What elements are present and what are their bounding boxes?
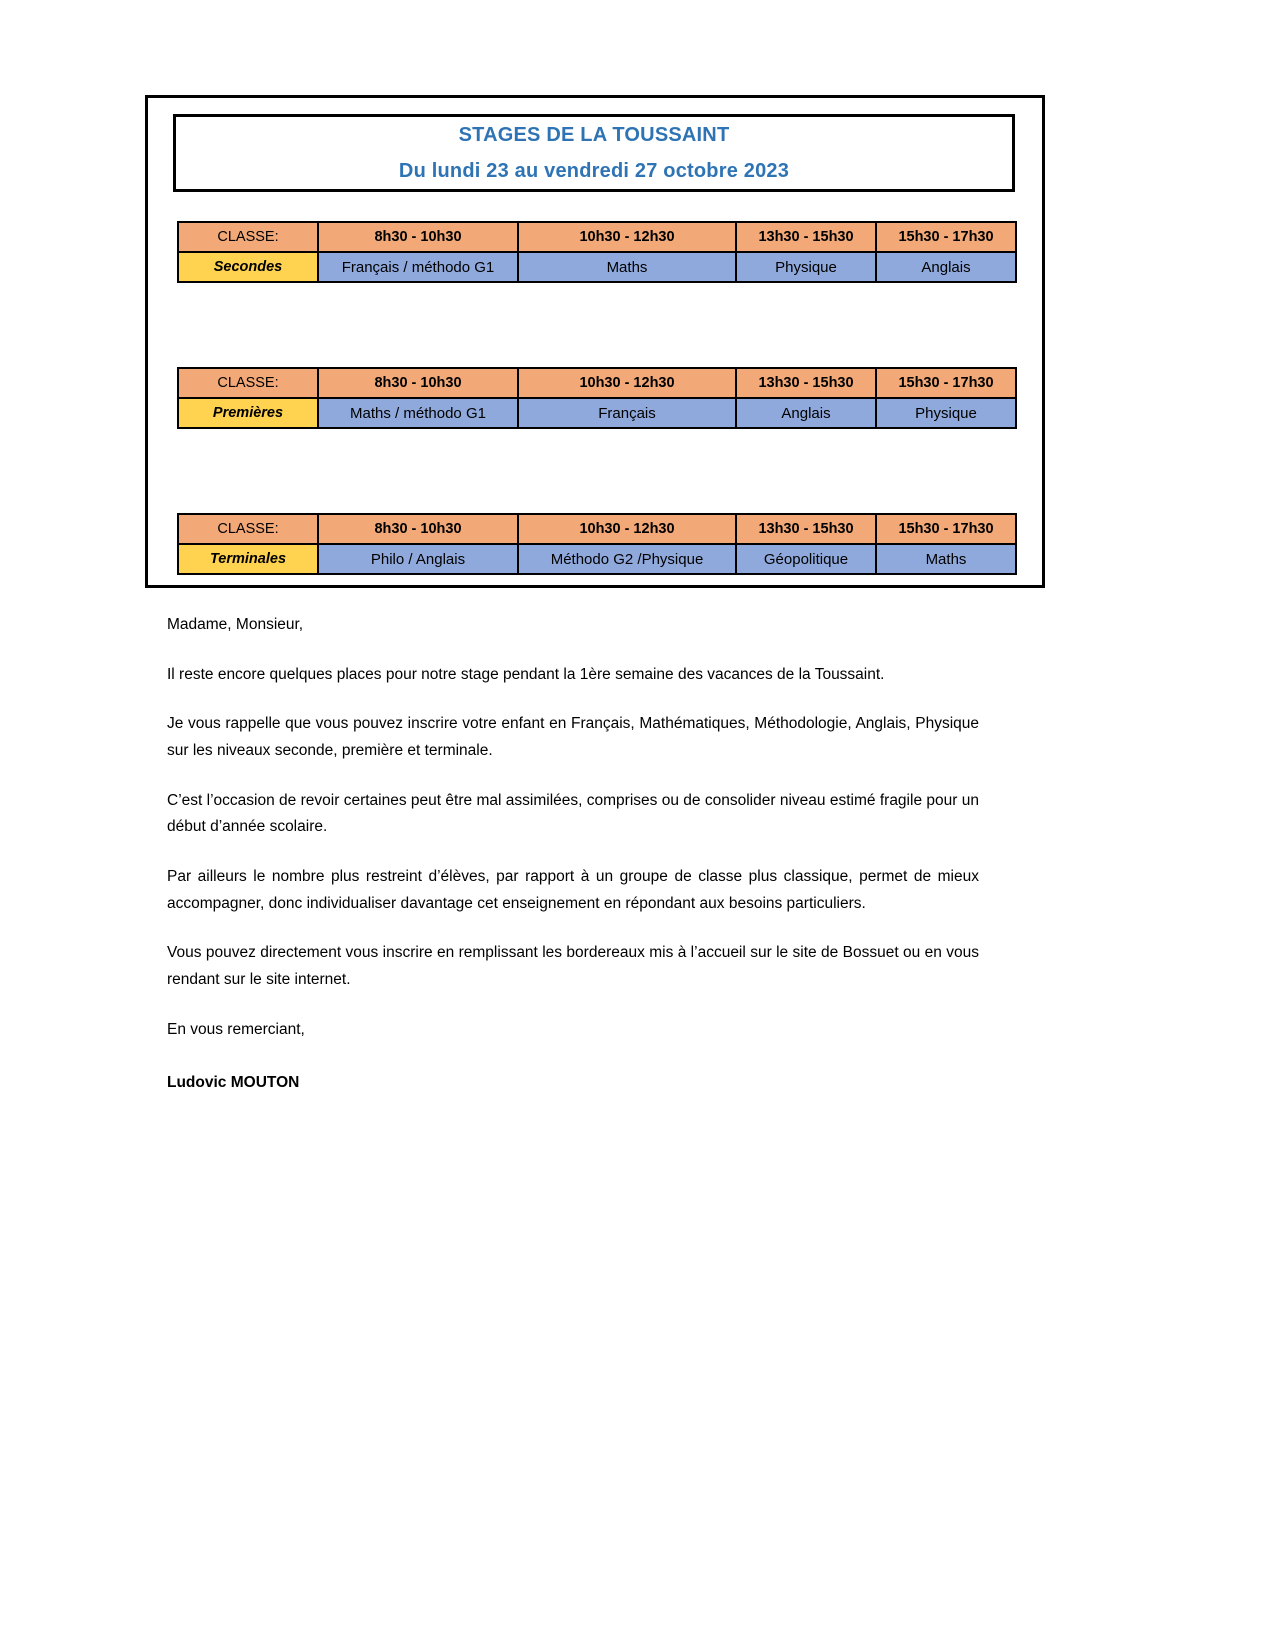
schedule-table-secondes xyxy=(177,221,1017,283)
table-row xyxy=(178,398,1016,428)
column-header-classe: CLASSE: xyxy=(178,514,318,544)
table-header-row xyxy=(178,222,1016,252)
schedule-frame xyxy=(145,95,1045,588)
class-level-label: Secondes xyxy=(178,252,318,282)
column-header-slot-1: 8h30 - 10h30 xyxy=(318,222,518,252)
column-header-slot-3: 13h30 - 15h30 xyxy=(736,368,876,398)
class-level-label: Premières xyxy=(178,398,318,428)
column-header-slot-2: 10h30 - 12h30 xyxy=(518,222,736,252)
table-row xyxy=(178,252,1016,282)
column-header-slot-1: 8h30 - 10h30 xyxy=(318,514,518,544)
subject-cell-slot-4: Anglais xyxy=(876,252,1016,282)
subject-cell-slot-1: Philo / Anglais xyxy=(318,544,518,574)
subject-cell-slot-3: Anglais xyxy=(736,398,876,428)
subject-cell-slot-3: Géopolitique xyxy=(736,544,876,574)
subject-cell-slot-4: Maths xyxy=(876,544,1016,574)
letter-body xyxy=(167,612,979,1097)
subject-cell-slot-3: Physique xyxy=(736,252,876,282)
letter-paragraph-3: C’est l’occasion de revoir certaines peut être mal assimilées, comprises ou de consolider niveau estimé fragile pour un début d’année scolaire. xyxy=(167,791,979,836)
letter-salutation: Madame, Monsieur, xyxy=(167,616,304,633)
column-header-slot-3: 13h30 - 15h30 xyxy=(736,514,876,544)
letter-paragraph-5: Vous pouvez directement vous inscrire en remplissant les bordereaux mis à l’accueil sur le site de Bossuet ou en vous rendant sur le site internet. xyxy=(167,944,979,988)
schedule-table-premieres xyxy=(177,367,1017,429)
table-header-row xyxy=(178,514,1016,544)
subject-cell-slot-2: Maths xyxy=(518,252,736,282)
column-header-slot-2: 10h30 - 12h30 xyxy=(518,368,736,398)
column-header-slot-4: 15h30 - 17h30 xyxy=(876,514,1016,544)
subject-cell-slot-2: Français xyxy=(518,398,736,428)
subject-cell-slot-1: Français / méthodo G1 xyxy=(318,252,518,282)
letter-closing: En vous remerciant, xyxy=(167,1020,305,1038)
table-header-row xyxy=(178,368,1016,398)
column-header-slot-3: 13h30 - 15h30 xyxy=(736,222,876,252)
document-title: STAGES DE LA TOUSSAINT xyxy=(458,123,730,146)
table-row xyxy=(178,544,1016,574)
schedule-table-terminales xyxy=(177,513,1017,575)
letter-signature: Ludovic MOUTON xyxy=(167,1074,300,1092)
column-header-classe: CLASSE: xyxy=(178,368,318,398)
letter-paragraph-2: Je vous rappelle que vous pouvez inscrire votre enfant en Français, Mathématiques, Méthodologie, Anglais, Physique sur les niveaux seconde, première et terminale. xyxy=(167,715,979,759)
column-header-slot-4: 15h30 - 17h30 xyxy=(876,222,1016,252)
document-subtitle: Du lundi 23 au vendredi 27 octobre 2023 xyxy=(398,159,790,182)
letter-paragraph-1: Il reste encore quelques places pour notre stage pendant la 1ère semaine des vacances de la Toussaint. xyxy=(167,665,885,683)
subject-cell-slot-2: Méthodo G2 /Physique xyxy=(518,544,736,574)
letter-paragraph-4: Par ailleurs le nombre plus restreint d’élèves, par rapport à un groupe de classe plus classique, permet de mieux accompagner, donc individualiser davantage cet enseignement en répondant aux besoins particuliers. xyxy=(167,867,979,912)
subject-cell-slot-1: Maths / méthodo G1 xyxy=(318,398,518,428)
column-header-slot-1: 8h30 - 10h30 xyxy=(318,368,518,398)
subject-cell-slot-4: Physique xyxy=(876,398,1016,428)
title-box xyxy=(173,114,1015,192)
class-level-label: Terminales xyxy=(178,544,318,574)
column-header-classe: CLASSE: xyxy=(178,222,318,252)
column-header-slot-2: 10h30 - 12h30 xyxy=(518,514,736,544)
column-header-slot-4: 15h30 - 17h30 xyxy=(876,368,1016,398)
